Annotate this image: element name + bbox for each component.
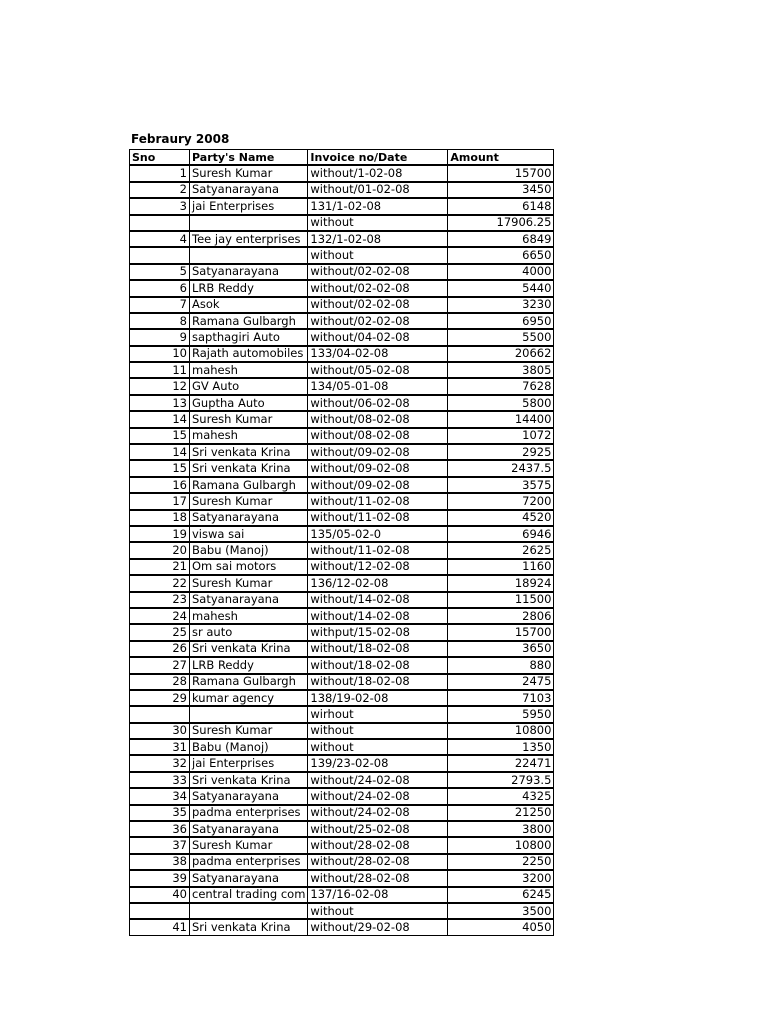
cell-sno: 9 [130,329,190,345]
cell-amount: 20662 [448,346,554,362]
cell-sno: 31 [130,739,190,755]
table-row [130,903,554,919]
cell-invoice: without/06-02-08 [308,395,448,411]
table-row [130,346,554,362]
cell-party-name: Satyanarayana [190,182,308,198]
table-row [130,264,554,280]
cell-party-name: Tee jay enterprises [190,231,308,247]
table-row [130,329,554,345]
cell-party-name: Babu (Manoj) [190,542,308,558]
cell-amount: 6946 [448,526,554,542]
header-row [130,150,554,166]
sheet-title: Febraury 2008 [131,132,230,146]
cell-invoice: without/09-02-08 [308,460,448,476]
cell-invoice: without/01-02-08 [308,182,448,198]
cell-party-name: mahesh [190,428,308,444]
cell-amount: 3800 [448,821,554,837]
table-row [130,247,554,263]
table-row [130,592,554,608]
cell-sno [130,903,190,919]
invoice-table [129,149,554,936]
cell-amount: 6650 [448,247,554,263]
cell-sno: 5 [130,264,190,280]
cell-sno: 38 [130,854,190,870]
cell-party-name: Sri venkata Krina [190,772,308,788]
cell-amount: 1072 [448,428,554,444]
cell-amount: 6950 [448,313,554,329]
cell-party-name: Sri venkata Krina [190,919,308,935]
cell-invoice: without/02-02-08 [308,297,448,313]
table-row [130,805,554,821]
cell-amount: 4520 [448,510,554,526]
table-row [130,624,554,640]
table-row [130,788,554,804]
cell-invoice: 139/23-02-08 [308,755,448,771]
cell-invoice: without/02-02-08 [308,264,448,280]
cell-amount: 6245 [448,887,554,903]
cell-party-name [190,903,308,919]
cell-invoice: without/04-02-08 [308,329,448,345]
cell-sno: 41 [130,919,190,935]
table-row [130,165,554,181]
cell-invoice: without/08-02-08 [308,411,448,427]
table-row [130,215,554,231]
cell-invoice: without/24-02-08 [308,772,448,788]
cell-party-name: mahesh [190,608,308,624]
cell-amount: 5440 [448,280,554,296]
cell-invoice: without/25-02-08 [308,821,448,837]
cell-amount: 2793.5 [448,772,554,788]
table-row [130,231,554,247]
cell-amount: 3575 [448,477,554,493]
cell-amount: 5800 [448,395,554,411]
cell-invoice: without [308,723,448,739]
cell-party-name: Satyanarayana [190,870,308,886]
cell-invoice: without/02-02-08 [308,313,448,329]
cell-party-name: Suresh Kumar [190,837,308,853]
cell-sno: 19 [130,526,190,542]
cell-invoice: without/18-02-08 [308,657,448,673]
cell-sno: 20 [130,542,190,558]
table-header [130,150,554,166]
cell-invoice: without/14-02-08 [308,608,448,624]
cell-invoice: 132/1-02-08 [308,231,448,247]
cell-invoice: without/12-02-08 [308,559,448,575]
cell-sno: 30 [130,723,190,739]
cell-sno [130,706,190,722]
cell-amount: 6849 [448,231,554,247]
cell-party-name: jai Enterprises [190,755,308,771]
cell-amount: 4325 [448,788,554,804]
cell-invoice: withput/15-02-08 [308,624,448,640]
cell-party-name: Ramana Gulbargh [190,477,308,493]
cell-amount: 3500 [448,903,554,919]
cell-party-name: padma enterprises [190,805,308,821]
table-row [130,493,554,509]
cell-invoice: wirhout [308,706,448,722]
table-row [130,313,554,329]
cell-party-name: Suresh Kumar [190,493,308,509]
cell-invoice: without/02-02-08 [308,280,448,296]
cell-amount: 3200 [448,870,554,886]
cell-amount: 7103 [448,690,554,706]
cell-amount: 7628 [448,378,554,394]
cell-invoice: without/28-02-08 [308,854,448,870]
cell-party-name: jai Enterprises [190,198,308,214]
cell-sno: 1 [130,165,190,181]
cell-invoice: 136/12-02-08 [308,575,448,591]
table-row [130,887,554,903]
table-row [130,723,554,739]
cell-amount: 3450 [448,182,554,198]
cell-party-name: Satyanarayana [190,592,308,608]
cell-sno: 27 [130,657,190,673]
table-row [130,395,554,411]
cell-party-name [190,706,308,722]
cell-amount: 3230 [448,297,554,313]
cell-amount: 22471 [448,755,554,771]
cell-invoice: without [308,903,448,919]
table-row [130,559,554,575]
cell-invoice: 131/1-02-08 [308,198,448,214]
cell-party-name [190,247,308,263]
cell-party-name [190,215,308,231]
cell-sno: 3 [130,198,190,214]
table-row [130,837,554,853]
table-row [130,542,554,558]
cell-invoice: without/11-02-08 [308,493,448,509]
table-row [130,411,554,427]
header-party-name: Party's Name [190,150,308,166]
cell-invoice: without/09-02-08 [308,444,448,460]
cell-sno: 10 [130,346,190,362]
cell-amount: 4000 [448,264,554,280]
cell-invoice: without/11-02-08 [308,542,448,558]
cell-sno: 17 [130,493,190,509]
cell-invoice: 135/05-02-0 [308,526,448,542]
cell-sno: 23 [130,592,190,608]
table-row [130,854,554,870]
table-row [130,526,554,542]
cell-amount: 7200 [448,493,554,509]
cell-invoice: 134/05-01-08 [308,378,448,394]
cell-amount: 2806 [448,608,554,624]
table-row [130,297,554,313]
cell-invoice: without/18-02-08 [308,674,448,690]
cell-sno: 34 [130,788,190,804]
cell-amount: 5950 [448,706,554,722]
table-row [130,870,554,886]
table-row [130,280,554,296]
cell-sno: 28 [130,674,190,690]
cell-amount: 3805 [448,362,554,378]
cell-party-name: Suresh Kumar [190,723,308,739]
cell-party-name: LRB Reddy [190,657,308,673]
cell-sno: 24 [130,608,190,624]
cell-party-name: Satyanarayana [190,788,308,804]
cell-invoice: without/14-02-08 [308,592,448,608]
cell-sno: 12 [130,378,190,394]
cell-invoice: 138/19-02-08 [308,690,448,706]
cell-amount: 1160 [448,559,554,575]
table-row [130,641,554,657]
cell-amount: 18924 [448,575,554,591]
cell-invoice: without/29-02-08 [308,919,448,935]
cell-sno: 2 [130,182,190,198]
cell-amount: 14400 [448,411,554,427]
cell-amount: 2925 [448,444,554,460]
cell-party-name: Suresh Kumar [190,165,308,181]
cell-invoice: without/24-02-08 [308,788,448,804]
cell-sno: 16 [130,477,190,493]
table-row [130,460,554,476]
header-amount: Amount [448,150,554,166]
cell-sno: 6 [130,280,190,296]
cell-amount: 11500 [448,592,554,608]
table-row [130,772,554,788]
cell-amount: 2437.5 [448,460,554,476]
cell-party-name: sr auto [190,624,308,640]
cell-invoice: without/18-02-08 [308,641,448,657]
cell-sno [130,215,190,231]
cell-amount: 15700 [448,165,554,181]
cell-sno: 21 [130,559,190,575]
table-row [130,674,554,690]
table-row [130,608,554,624]
cell-sno: 15 [130,428,190,444]
table-row [130,428,554,444]
table-row [130,362,554,378]
cell-amount: 2250 [448,854,554,870]
table-row [130,739,554,755]
cell-party-name: Asok [190,297,308,313]
cell-party-name: LRB Reddy [190,280,308,296]
cell-sno: 32 [130,755,190,771]
cell-party-name: Satyanarayana [190,510,308,526]
cell-invoice: without/08-02-08 [308,428,448,444]
cell-invoice: without [308,215,448,231]
table-row [130,510,554,526]
header-sno: Sno [130,150,190,166]
cell-sno: 26 [130,641,190,657]
cell-party-name: Babu (Manoj) [190,739,308,755]
cell-sno: 18 [130,510,190,526]
cell-party-name: Suresh Kumar [190,575,308,591]
cell-amount: 3650 [448,641,554,657]
table-row [130,198,554,214]
cell-sno: 35 [130,805,190,821]
cell-amount: 17906.25 [448,215,554,231]
cell-amount: 880 [448,657,554,673]
cell-amount: 6148 [448,198,554,214]
cell-invoice: without/11-02-08 [308,510,448,526]
table-row [130,706,554,722]
cell-party-name: Om sai motors [190,559,308,575]
cell-amount: 10800 [448,837,554,853]
cell-sno: 22 [130,575,190,591]
cell-amount: 5500 [448,329,554,345]
cell-party-name: Suresh Kumar [190,411,308,427]
cell-sno: 15 [130,460,190,476]
cell-party-name: kumar agency [190,690,308,706]
table-row [130,477,554,493]
cell-invoice: without [308,247,448,263]
cell-sno: 11 [130,362,190,378]
cell-invoice: without/28-02-08 [308,837,448,853]
table-row [130,919,554,935]
cell-invoice: 137/16-02-08 [308,887,448,903]
cell-amount: 21250 [448,805,554,821]
cell-party-name: padma enterprises [190,854,308,870]
cell-invoice: without/28-02-08 [308,870,448,886]
cell-invoice: without [308,739,448,755]
cell-sno: 8 [130,313,190,329]
header-invoice: Invoice no/Date [308,150,448,166]
cell-party-name: Satyanarayana [190,264,308,280]
cell-sno: 25 [130,624,190,640]
table-row [130,378,554,394]
cell-sno: 29 [130,690,190,706]
cell-party-name: Ramana Gulbargh [190,674,308,690]
cell-sno: 7 [130,297,190,313]
cell-party-name: Sri venkata Krina [190,460,308,476]
cell-amount: 4050 [448,919,554,935]
cell-party-name: Sri venkata Krina [190,444,308,460]
cell-sno: 39 [130,870,190,886]
cell-invoice: without/09-02-08 [308,477,448,493]
cell-amount: 15700 [448,624,554,640]
cell-sno: 14 [130,411,190,427]
cell-amount: 2475 [448,674,554,690]
cell-amount: 2625 [448,542,554,558]
cell-sno: 13 [130,395,190,411]
cell-party-name: Guptha Auto [190,395,308,411]
cell-party-name: viswa sai [190,526,308,542]
cell-amount: 10800 [448,723,554,739]
cell-sno: 4 [130,231,190,247]
cell-party-name: GV Auto [190,378,308,394]
cell-sno: 40 [130,887,190,903]
table-row [130,755,554,771]
cell-invoice: without/1-02-08 [308,165,448,181]
table-row [130,575,554,591]
cell-amount: 1350 [448,739,554,755]
cell-party-name: Satyanarayana [190,821,308,837]
cell-invoice: without/24-02-08 [308,805,448,821]
cell-party-name: central trading com [190,887,308,903]
cell-sno: 33 [130,772,190,788]
cell-party-name: mahesh [190,362,308,378]
cell-sno: 14 [130,444,190,460]
table-row [130,821,554,837]
cell-sno [130,247,190,263]
table-row [130,444,554,460]
table-row [130,690,554,706]
cell-party-name: Sri venkata Krina [190,641,308,657]
cell-invoice: 133/04-02-08 [308,346,448,362]
table-row [130,182,554,198]
cell-sno: 36 [130,821,190,837]
table-body [130,165,554,935]
cell-party-name: Ramana Gulbargh [190,313,308,329]
cell-invoice: without/05-02-08 [308,362,448,378]
cell-party-name: sapthagiri Auto [190,329,308,345]
cell-party-name: Rajath automobiles [190,346,308,362]
cell-sno: 37 [130,837,190,853]
table-row [130,657,554,673]
